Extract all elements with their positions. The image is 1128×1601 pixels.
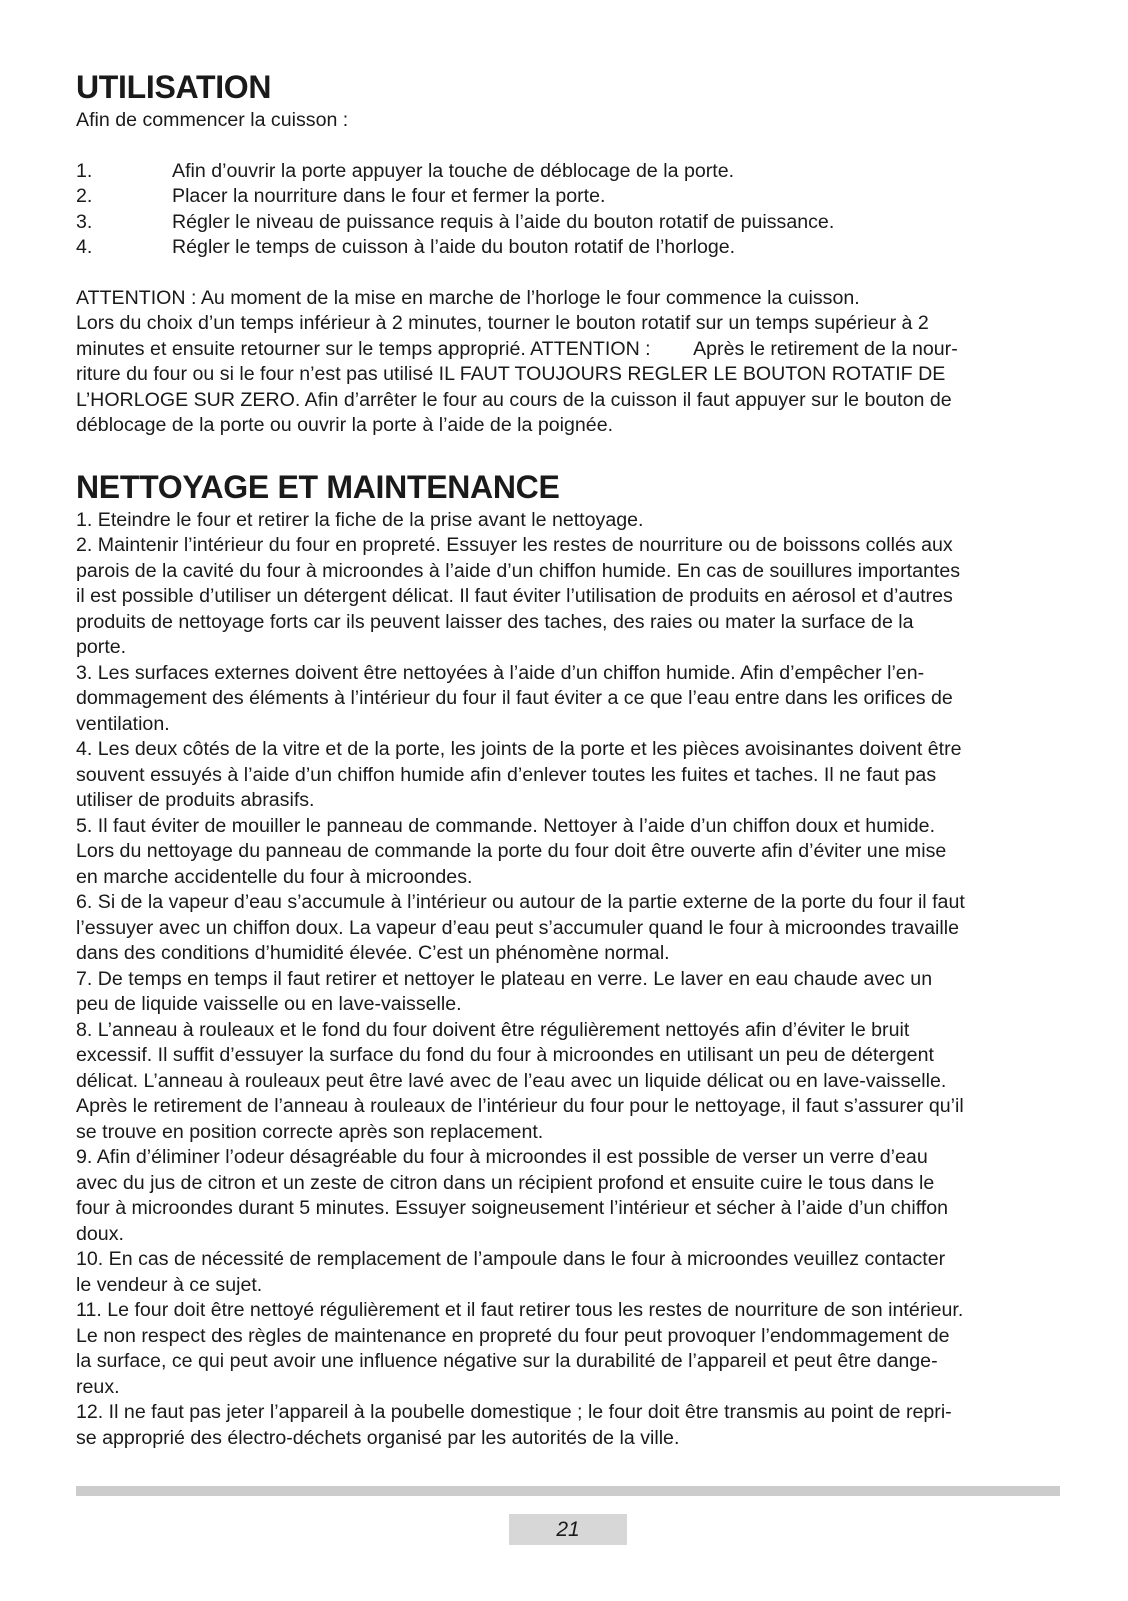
maintenance-line: Lors du nettoyage du panneau de commande la porte du four doit être ouverte afin d’éviter une mise xyxy=(76,840,947,862)
step-text: Afin d’ouvrir la porte appuyer la touche de déblocage de la porte. xyxy=(172,159,735,182)
maintenance-line: Après le retirement de l’anneau à rouleaux de l’intérieur du four pour le nettoyage, il faut s’assurer qu’il xyxy=(76,1095,964,1117)
page-content xyxy=(76,66,1060,1451)
maintenance-item xyxy=(76,1298,1060,1400)
nettoyage-items xyxy=(76,508,1060,1452)
maintenance-item xyxy=(76,508,1060,534)
attention-paragraph xyxy=(76,286,1060,439)
maintenance-item xyxy=(76,1018,1060,1146)
maintenance-item xyxy=(76,814,1060,891)
maintenance-line: souvent essuyés à l’aide d’un chiffon humide afin d’enlever toutes les fuites et taches. Il ne faut pas xyxy=(76,763,937,786)
utilisation-intro: Afin de commencer la cuisson : xyxy=(76,109,349,131)
maintenance-item xyxy=(76,533,1060,661)
maintenance-line: reux. xyxy=(76,1375,120,1398)
maintenance-item xyxy=(76,1247,1060,1298)
attention-line: L’HORLOGE SUR ZERO. Afin d’arrêter le four au cours de la cuisson il faut appuyer sur le bouton de xyxy=(76,388,952,411)
maintenance-line: 11. Le four doit être nettoyé régulièrement et il faut retirer tous les restes de nourriture de son intérieur. xyxy=(76,1299,964,1321)
maintenance-line: avec du jus de citron et un zeste de citron dans un récipient profond et ensuite cuire le tous dans le xyxy=(76,1171,935,1194)
maintenance-line: l’essuyer avec un chiffon doux. La vapeur d’eau peut s’accumuler quand le four à microondes travaille xyxy=(76,916,959,939)
step-text: Placer la nourriture dans le four et fermer la porte. xyxy=(172,185,606,207)
maintenance-line: 2. Maintenir l’intérieur du four en propreté. Essuyer les restes de nourriture ou de boissons collés aux xyxy=(76,534,953,556)
maintenance-line: produits de nettoyage forts car ils peuvent laisser des taches, des raies ou mater la surface de la xyxy=(76,610,914,633)
maintenance-line: ventilation. xyxy=(76,712,170,735)
maintenance-line: 12. Il ne faut pas jeter l’appareil à la poubelle domestique ; le four doit être transmis au point de repri- xyxy=(76,1401,952,1423)
maintenance-item xyxy=(76,1145,1060,1247)
step-number: 2. xyxy=(76,185,93,207)
page-number: 21 xyxy=(509,1514,627,1545)
maintenance-line: dans des conditions d’humidité élevée. C’est un phénomène normal. xyxy=(76,942,670,964)
step-item xyxy=(76,210,1060,236)
maintenance-line: 7. De temps en temps il faut retirer et nettoyer le plateau en verre. Le laver en eau chaude avec un xyxy=(76,967,933,990)
maintenance-line: le vendeur à ce sujet. xyxy=(76,1273,263,1296)
step-number: 1. xyxy=(76,159,93,182)
maintenance-line: 10. En cas de nécessité de remplacement de l’ampoule dans le four à microondes veuillez contacter xyxy=(76,1248,946,1270)
maintenance-line: 8. L’anneau à rouleaux et le fond du four doivent être régulièrement nettoyés afin d’éviter le bruit xyxy=(76,1018,910,1041)
maintenance-line: dommagement des éléments à l’intérieur du four il faut éviter a ce que l’eau entre dans les orifices de xyxy=(76,687,953,709)
maintenance-line: Le non respect des règles de maintenance en propreté du four peut provoquer l’endommagement de xyxy=(76,1324,950,1347)
attention-line: riture du four ou si le four n’est pas utilisé IL FAUT TOUJOURS REGLER LE BOUTON ROTATIF DE xyxy=(76,363,946,385)
maintenance-item xyxy=(76,967,1060,1018)
maintenance-line: parois de la cavité du four à microondes à l’aide d’un chiffon humide. En cas de souillures importantes xyxy=(76,559,961,582)
footer-divider xyxy=(76,1486,1060,1496)
maintenance-line: 5. Il faut éviter de mouiller le panneau de commande. Nettoyer à l’aide d’un chiffon doux et humide. xyxy=(76,814,936,837)
maintenance-line: porte. xyxy=(76,636,127,658)
utilisation-heading: UTILISATION xyxy=(76,69,272,105)
maintenance-line: 3. Les surfaces externes doivent être nettoyées à l’aide d’un chiffon humide. Afin d’empêcher l’en- xyxy=(76,661,925,684)
maintenance-line: se approprié des électro-déchets organisé par les autorités de la ville. xyxy=(76,1426,680,1449)
maintenance-item xyxy=(76,661,1060,738)
attention-line: déblocage de la porte ou ouvrir la porte à l’aide de la poignée. xyxy=(76,414,614,436)
nettoyage-section xyxy=(76,466,1060,1452)
maintenance-line: utiliser de produits abrasifs. xyxy=(76,789,315,811)
step-item xyxy=(76,159,1060,185)
utilisation-section xyxy=(76,66,1060,439)
maintenance-line: la surface, ce qui peut avoir une influence négative sur la durabilité de l’appareil et peut être dange- xyxy=(76,1350,938,1372)
utilisation-steps xyxy=(76,159,1060,261)
step-item xyxy=(76,184,1060,210)
maintenance-line: en marche accidentelle du four à microondes. xyxy=(76,865,473,888)
step-number: 4. xyxy=(76,236,93,258)
step-text: Régler le niveau de puissance requis à l’aide du bouton rotatif de puissance. xyxy=(172,210,835,233)
step-text: Régler le temps de cuisson à l’aide du bouton rotatif de l’horloge. xyxy=(172,236,736,258)
maintenance-line: 9. Afin d’éliminer l’odeur désagréable du four à microondes il est possible de verser un verre d’eau xyxy=(76,1146,928,1168)
attention-line: minutes et ensuite retourner sur le temps approprié. ATTENTION : Après le retirement de la nour- xyxy=(76,337,958,360)
maintenance-line: peu de liquide vaisselle ou en lave-vaisselle. xyxy=(76,993,462,1015)
maintenance-line: excessif. Il suffit d’essuyer la surface du fond du four à microondes en utilisant un peu de détergent xyxy=(76,1044,934,1066)
maintenance-line: 1. Eteindre le four et retirer la fiche de la prise avant le nettoyage. xyxy=(76,508,644,531)
nettoyage-heading: NETTOYAGE ET MAINTENANCE xyxy=(76,468,560,505)
maintenance-line: se trouve en position correcte après son replacement. xyxy=(76,1120,544,1143)
maintenance-line: délicat. L’anneau à rouleaux peut être lavé avec de l’eau avec un liquide délicat ou en lave-vaisselle. xyxy=(76,1069,947,1092)
attention-line: ATTENTION : Au moment de la mise en marche de l’horloge le four commence la cuisson. xyxy=(76,286,860,309)
maintenance-item xyxy=(76,737,1060,814)
maintenance-line: four à microondes durant 5 minutes. Essuyer soigneusement l’intérieur et sécher à l’aide d’un chiffon xyxy=(76,1197,949,1219)
maintenance-line: 6. Si de la vapeur d’eau s’accumule à l’intérieur ou autour de la partie externe de la porte du four il faut xyxy=(76,891,965,913)
maintenance-line: 4. Les deux côtés de la vitre et de la porte, les joints de la porte et les pièces avoisinantes doivent être xyxy=(76,738,962,760)
step-number: 3. xyxy=(76,210,93,233)
maintenance-line: doux. xyxy=(76,1222,124,1245)
attention-line: Lors du choix d’un temps inférieur à 2 minutes, tourner le bouton rotatif sur un temps supérieur à 2 xyxy=(76,312,929,334)
maintenance-item xyxy=(76,1400,1060,1451)
maintenance-item xyxy=(76,890,1060,967)
maintenance-line: il est possible d’utiliser un détergent délicat. Il faut éviter l’utilisation de produits en aérosol et d’autres xyxy=(76,585,953,607)
step-item xyxy=(76,235,1060,261)
